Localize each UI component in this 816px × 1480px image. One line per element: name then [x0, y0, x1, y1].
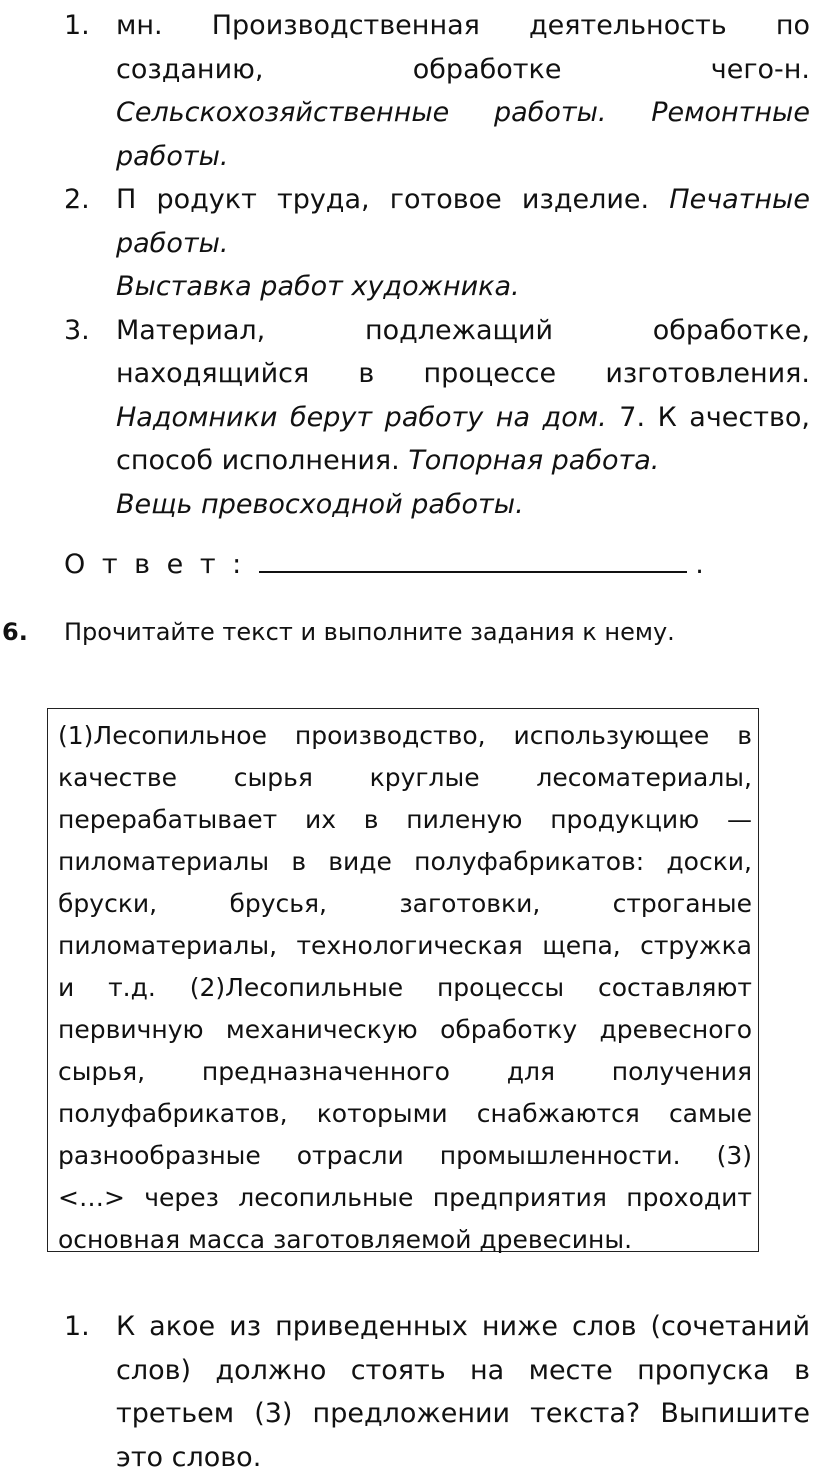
text-line: пиломатериалы, технологическая щепа, стружка	[58, 931, 752, 960]
definition-plain-text: 7. К ачество,	[606, 401, 811, 433]
text-line: бруски, брусья, заготовки, строганые	[58, 889, 752, 918]
definition-line	[116, 396, 810, 440]
definition-number: 1.	[64, 10, 90, 41]
text-line: первичную механическую обработку древесного	[58, 1015, 752, 1044]
question-item	[64, 1305, 810, 1479]
answer-label: О т в е т :	[64, 549, 246, 580]
definition-plain-text: П родукт труда, готовое изделие.	[116, 184, 670, 215]
definition-item	[64, 309, 810, 527]
definition-line	[116, 439, 810, 483]
definition-text	[116, 178, 810, 309]
definition-line	[116, 483, 810, 527]
text-line: (1)Лесопильное производство, использующее в	[58, 721, 752, 750]
definition-line	[116, 4, 810, 48]
definition-line	[116, 48, 810, 92]
question-line: это слово.	[116, 1441, 262, 1473]
text-line: основная масса заготовляемой древесины.	[58, 1225, 633, 1254]
definition-line	[116, 178, 810, 222]
task-number: 6.	[2, 618, 28, 646]
answer-row	[64, 543, 708, 586]
question-line: третьем (3) предложении текста? Выпишите	[116, 1398, 810, 1429]
question-line: К акое из приведенных ниже слов (сочетаний	[116, 1311, 810, 1342]
example-text: Вещь превосходной работы.	[116, 488, 524, 520]
text-line: и т.д. (2)Лесопильные процессы составляют	[58, 973, 752, 1002]
text-line: сырья, предназначенного для получения	[58, 1057, 752, 1086]
question-number: 1.	[64, 1311, 90, 1342]
definition-item	[64, 178, 810, 309]
definition-plain-text: Материал, подлежащий обработке,	[116, 314, 810, 346]
example-text: Топорная работа.	[408, 445, 660, 476]
example-text: Сельскохозяйственные работы. Ремонтные	[116, 97, 810, 128]
question-list	[64, 1305, 810, 1479]
definition-text	[116, 4, 810, 178]
definition-text	[116, 309, 810, 527]
definition-plain-text: мн. Производственная деятельность по	[116, 10, 810, 41]
question-line: слов) должно стоять на месте пропуска в	[116, 1354, 810, 1386]
definition-item	[64, 4, 810, 178]
text-line: полуфабрикатов, которыми снабжаются самые	[58, 1099, 752, 1128]
definition-number: 3.	[64, 314, 90, 346]
text-line: пиломатериалы в виде полуфабрикатов: доски,	[58, 847, 752, 876]
text-line: перерабатывает их в пиленую продукцию —	[58, 805, 752, 834]
example-text: работы.	[116, 140, 229, 172]
definition-plain-text: находящийся в процессе изготовления.	[116, 358, 810, 389]
definition-number: 2.	[64, 184, 90, 215]
example-text: Печатные	[669, 184, 810, 215]
definition-plain-text: способ исполнения.	[116, 445, 409, 476]
definition-line	[116, 222, 810, 266]
example-text: Надомники берут работу на дом.	[116, 401, 607, 433]
definition-list	[64, 4, 810, 526]
question-text	[116, 1305, 810, 1479]
text-line: разнообразные отрасли промышленности. (3)	[58, 1141, 752, 1170]
definition-line	[116, 309, 810, 353]
definition-plain-text: созданию, обработке чего-н.	[116, 53, 810, 85]
example-text: Выставка работ художника.	[116, 271, 520, 302]
definition-line	[116, 135, 810, 179]
text-line: качестве сырья круглые лесоматериалы,	[58, 763, 752, 792]
definition-line	[116, 352, 810, 396]
definition-line	[116, 91, 810, 135]
definition-line	[116, 265, 810, 309]
answer-end-mark: .	[695, 549, 708, 580]
answer-blank-line[interactable]	[259, 543, 687, 573]
task-instruction: Прочитайте текст и выполните задания к нему.	[64, 618, 675, 646]
reading-text-box	[47, 708, 759, 1252]
text-line: <…> через лесопильные предприятия проходит	[58, 1183, 752, 1212]
example-text: работы.	[116, 227, 229, 259]
